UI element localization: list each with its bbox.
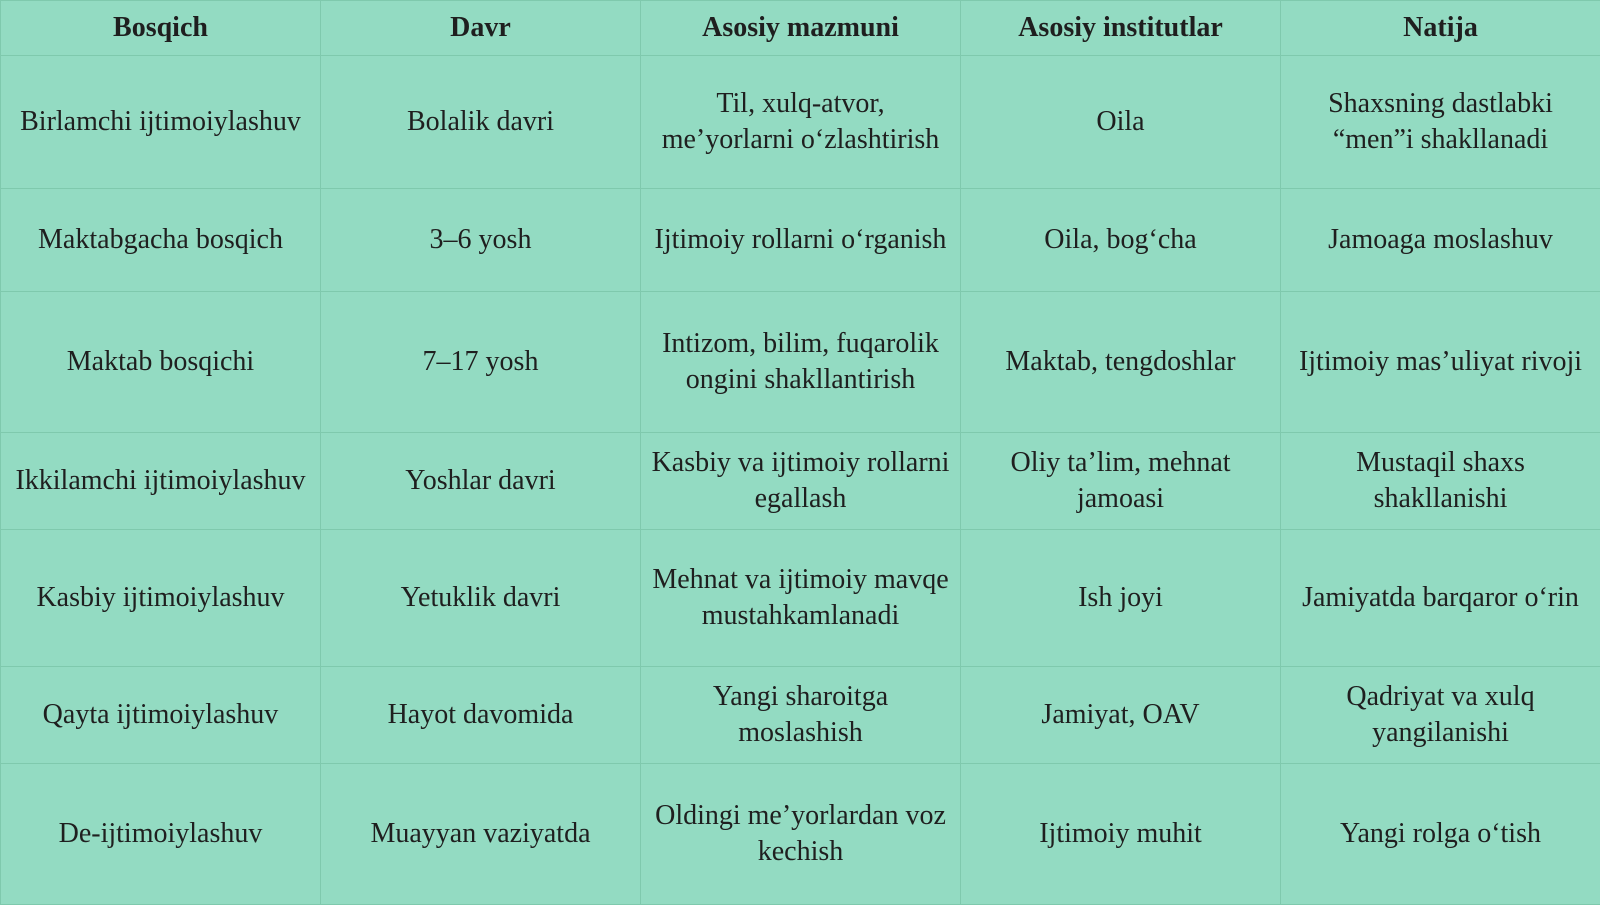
table-cell: Jamoaga moslashuv bbox=[1281, 189, 1600, 292]
header-cell: Davr bbox=[321, 1, 641, 56]
table-cell: Oila bbox=[961, 56, 1281, 189]
table-cell: Hayot davomida bbox=[321, 667, 641, 764]
table-cell: Maktab bosqichi bbox=[1, 292, 321, 433]
table-cell: Maktab, tengdoshlar bbox=[961, 292, 1281, 433]
table-cell: 3–6 yosh bbox=[321, 189, 641, 292]
table-cell: Muayyan vaziyatda bbox=[321, 764, 641, 905]
table-cell: Mehnat va ijtimoiy mavqe mustahkamlanadi bbox=[641, 530, 961, 667]
table-row bbox=[1, 764, 1600, 905]
table-row bbox=[1, 530, 1600, 667]
table-cell: Jamiyat, OAV bbox=[961, 667, 1281, 764]
table-cell: Ijtimoiy mas’uliyat rivoji bbox=[1281, 292, 1600, 433]
table-cell: Oldingi me’yorlardan voz kechish bbox=[641, 764, 961, 905]
header-cell: Natija bbox=[1281, 1, 1600, 56]
header-cell: Asosiy institutlar bbox=[961, 1, 1281, 56]
table-cell: Ijtimoiy muhit bbox=[961, 764, 1281, 905]
table-cell: Qadriyat va xulq yangilanishi bbox=[1281, 667, 1600, 764]
table-row bbox=[1, 433, 1600, 530]
table-cell: Oila, bog‘cha bbox=[961, 189, 1281, 292]
table-row bbox=[1, 292, 1600, 433]
table-cell: Birlamchi ijtimoiylashuv bbox=[1, 56, 321, 189]
table-cell: Ish joyi bbox=[961, 530, 1281, 667]
table-cell: Yangi sharoitga moslashish bbox=[641, 667, 961, 764]
table-cell: Maktabgacha bosqich bbox=[1, 189, 321, 292]
table-cell: Ikkilamchi ijtimoiylashuv bbox=[1, 433, 321, 530]
header-cell: Asosiy mazmuni bbox=[641, 1, 961, 56]
table-row bbox=[1, 667, 1600, 764]
table-cell: De-ijtimoiylashuv bbox=[1, 764, 321, 905]
header-row bbox=[1, 1, 1600, 56]
table-cell: Til, xulq-atvor, me’yorlarni o‘zlashtirish bbox=[641, 56, 961, 189]
table-cell: Shaxsning dastlabki “men”i shakllanadi bbox=[1281, 56, 1600, 189]
table-cell: Bolalik davri bbox=[321, 56, 641, 189]
table-cell: Yangi rolga o‘tish bbox=[1281, 764, 1600, 905]
table-cell: 7–17 yosh bbox=[321, 292, 641, 433]
table-row bbox=[1, 56, 1600, 189]
table-cell: Kasbiy ijtimoiylashuv bbox=[1, 530, 321, 667]
table-cell: Yetuklik davri bbox=[321, 530, 641, 667]
table-cell: Qayta ijtimoiylashuv bbox=[1, 667, 321, 764]
table-cell: Oliy ta’lim, mehnat jamoasi bbox=[961, 433, 1281, 530]
table-row bbox=[1, 189, 1600, 292]
table-cell: Mustaqil shaxs shakllanishi bbox=[1281, 433, 1600, 530]
table-cell: Intizom, bilim, fuqarolik ongini shakllantirish bbox=[641, 292, 961, 433]
table-cell: Ijtimoiy rollarni o‘rganish bbox=[641, 189, 961, 292]
table-cell: Yoshlar davri bbox=[321, 433, 641, 530]
table-cell: Jamiyatda barqaror o‘rin bbox=[1281, 530, 1600, 667]
table-cell: Kasbiy va ijtimoiy rollarni egallash bbox=[641, 433, 961, 530]
header-cell: Bosqich bbox=[1, 1, 321, 56]
